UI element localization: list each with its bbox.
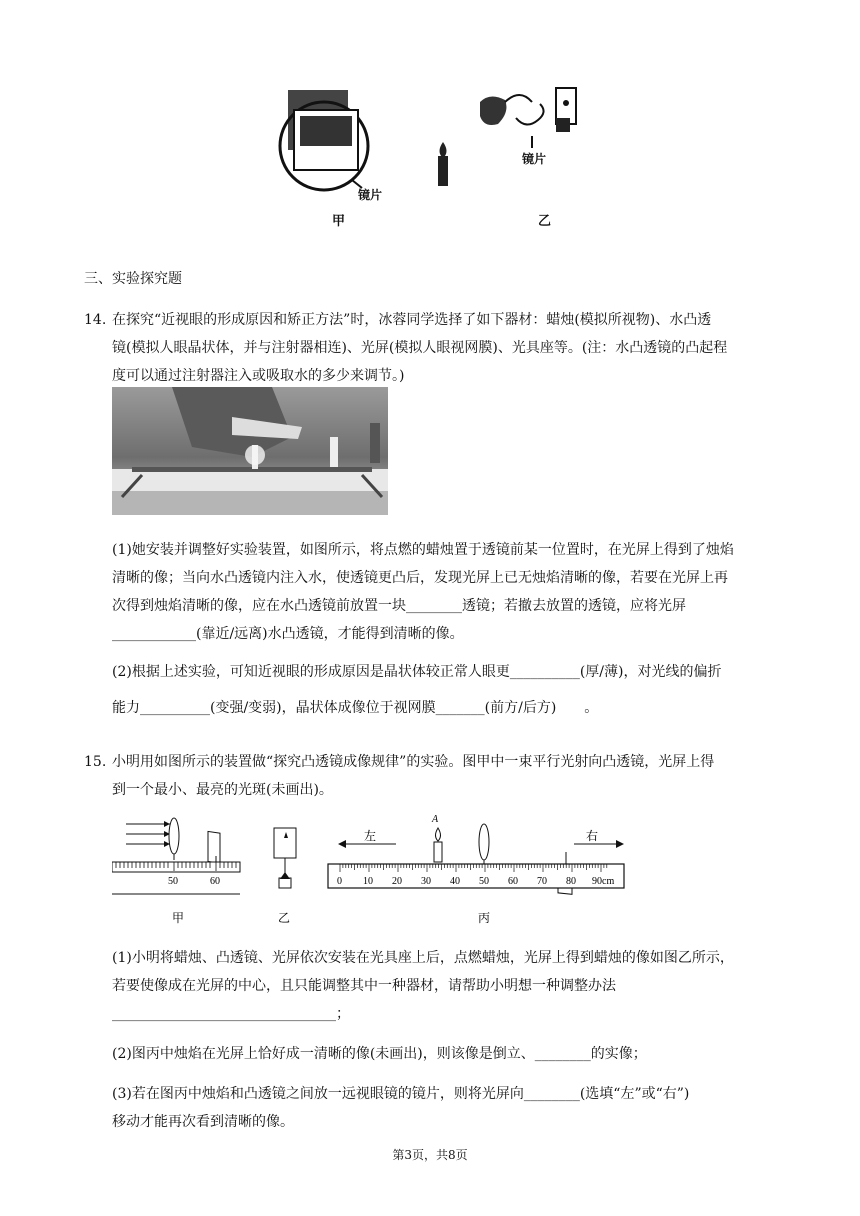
q15-part2-line: (2)图丙中烛焰在光屏上恰好成一清晰的像(未画出)，则该像是倒立、________的实像； xyxy=(112,1046,647,1062)
bing-tick-80: 80 xyxy=(566,876,576,887)
bing-tick-0: 0 xyxy=(337,876,342,887)
bing-tick-40: 40 xyxy=(450,876,460,887)
q14-part1-line-1: (1)她安装并调整好实验装置，如图所示，将点燃的蜡烛置于透镜前某一位置时，在光屏上得到了烛焰 xyxy=(112,542,734,558)
q15-part3-line-1: (3)若在图丙中烛焰和凸透镜之间放一远视眼镜的镜片，则将光屏向________(选填“左”或“右”) xyxy=(112,1086,690,1102)
q14-intro-line-3: 度可以通过注射器注入或吸取水的多少来调节。) xyxy=(112,368,405,384)
bing-tick-90cm: 90cm xyxy=(592,876,615,887)
jia-tick-50: 50 xyxy=(168,876,178,887)
caption-yi-top: 乙 xyxy=(538,214,552,229)
screen-yi xyxy=(274,828,296,858)
q15-intro-line-1: 小明用如图所示的装置做“探究凸透镜成像规律”的实验。图甲中一束平行光射向凸透镜，光屏上得 xyxy=(112,754,715,770)
q15-number: 15. xyxy=(84,754,107,770)
q14-part1-line-4: ____________(靠近/远离)水凸透镜，才能得到清晰的像。 xyxy=(112,626,464,642)
q14-intro-line-2: 镜(模拟人眼晶状体，并与注射器相连)、光屏(模拟人眼视网膜)、光具座等。(注：水凸透镜的凸起程 xyxy=(112,340,728,356)
candle-label: A xyxy=(432,814,439,825)
bing-tick-20: 20 xyxy=(392,876,402,887)
lens-label-right: 镜片 xyxy=(522,152,547,166)
screen-jia xyxy=(208,831,220,863)
convex-lens-bing xyxy=(479,824,489,860)
bing-tick-10: 10 xyxy=(363,876,373,887)
q14-intro-line-1: 在探究“近视眼的形成原因和矫正方法”时，冰蓉同学选择了如下器材：蜡烛(模拟所视物)、水凸透 xyxy=(112,312,712,328)
caption-jia-top: 甲 xyxy=(332,214,346,229)
bing-tick-50: 50 xyxy=(479,876,489,887)
q14-part1-line-3: 次得到烛焰清晰的像，应在水凸透镜前放置一块________透镜；若撤去放置的透镜，应将光屏 xyxy=(112,598,686,614)
bing-tick-70: 70 xyxy=(537,876,547,887)
q15-part1-line-1: (1)小明将蜡烛、凸透镜、光屏依次安装在光具座上后，点燃蜡烛，光屏上得到蜡烛的像如图乙所示， xyxy=(112,950,734,966)
q15-intro-line-2: 到一个最小、最亮的光斑(未画出)。 xyxy=(112,782,333,798)
bing-tick-30: 30 xyxy=(421,876,431,887)
right-arrow-label: 右 xyxy=(586,829,599,843)
lens-label-left: 镜片 xyxy=(358,188,383,202)
page-footer: 第3页，共8页 xyxy=(392,1148,468,1162)
top-figure xyxy=(270,82,600,232)
figure-jia xyxy=(112,818,240,894)
candle xyxy=(438,156,448,186)
q14-number: 14. xyxy=(84,312,107,328)
caption-yi: 乙 xyxy=(278,911,291,925)
jia-tick-60: 60 xyxy=(210,876,220,887)
q15-figure xyxy=(112,812,632,930)
left-arrow-label: 左 xyxy=(364,829,377,843)
section-title: 三、实验探究题 xyxy=(84,271,182,287)
hand-with-glasses xyxy=(480,96,506,125)
q14-part2-line-1: (2)根据上述实验，可知近视眼的形成原因是晶状体较正常人眼更__________(厚/薄)，对光线的偏折 xyxy=(112,664,722,680)
q15-part1-answer-blank: ________________________________； xyxy=(112,1006,350,1022)
bing-tick-60: 60 xyxy=(508,876,518,887)
q14-part2-line-2: 能力__________(变强/变弱)，晶状体成像位于视网膜_______(前方/后方) 。 xyxy=(112,700,599,716)
q14-experiment-photo xyxy=(112,387,388,515)
figure-bing xyxy=(328,814,624,894)
caption-bing: 丙 xyxy=(478,911,491,925)
q15-part3-line-2: 移动才能再次看到清晰的像。 xyxy=(112,1114,294,1130)
candle-bing xyxy=(434,842,442,862)
figure-yi xyxy=(274,828,296,888)
caption-jia: 甲 xyxy=(172,911,185,925)
q14-part1-line-2: 清晰的像；当向水凸透镜内注入水，使透镜更凸后，发现光屏上已无烛焰清晰的像，若要在光屏上再 xyxy=(112,570,728,586)
q15-part1-line-2: 若要使像成在光屏的中心，且只能调整其中一种器材，请帮助小明想一种调整办法 xyxy=(112,978,616,994)
